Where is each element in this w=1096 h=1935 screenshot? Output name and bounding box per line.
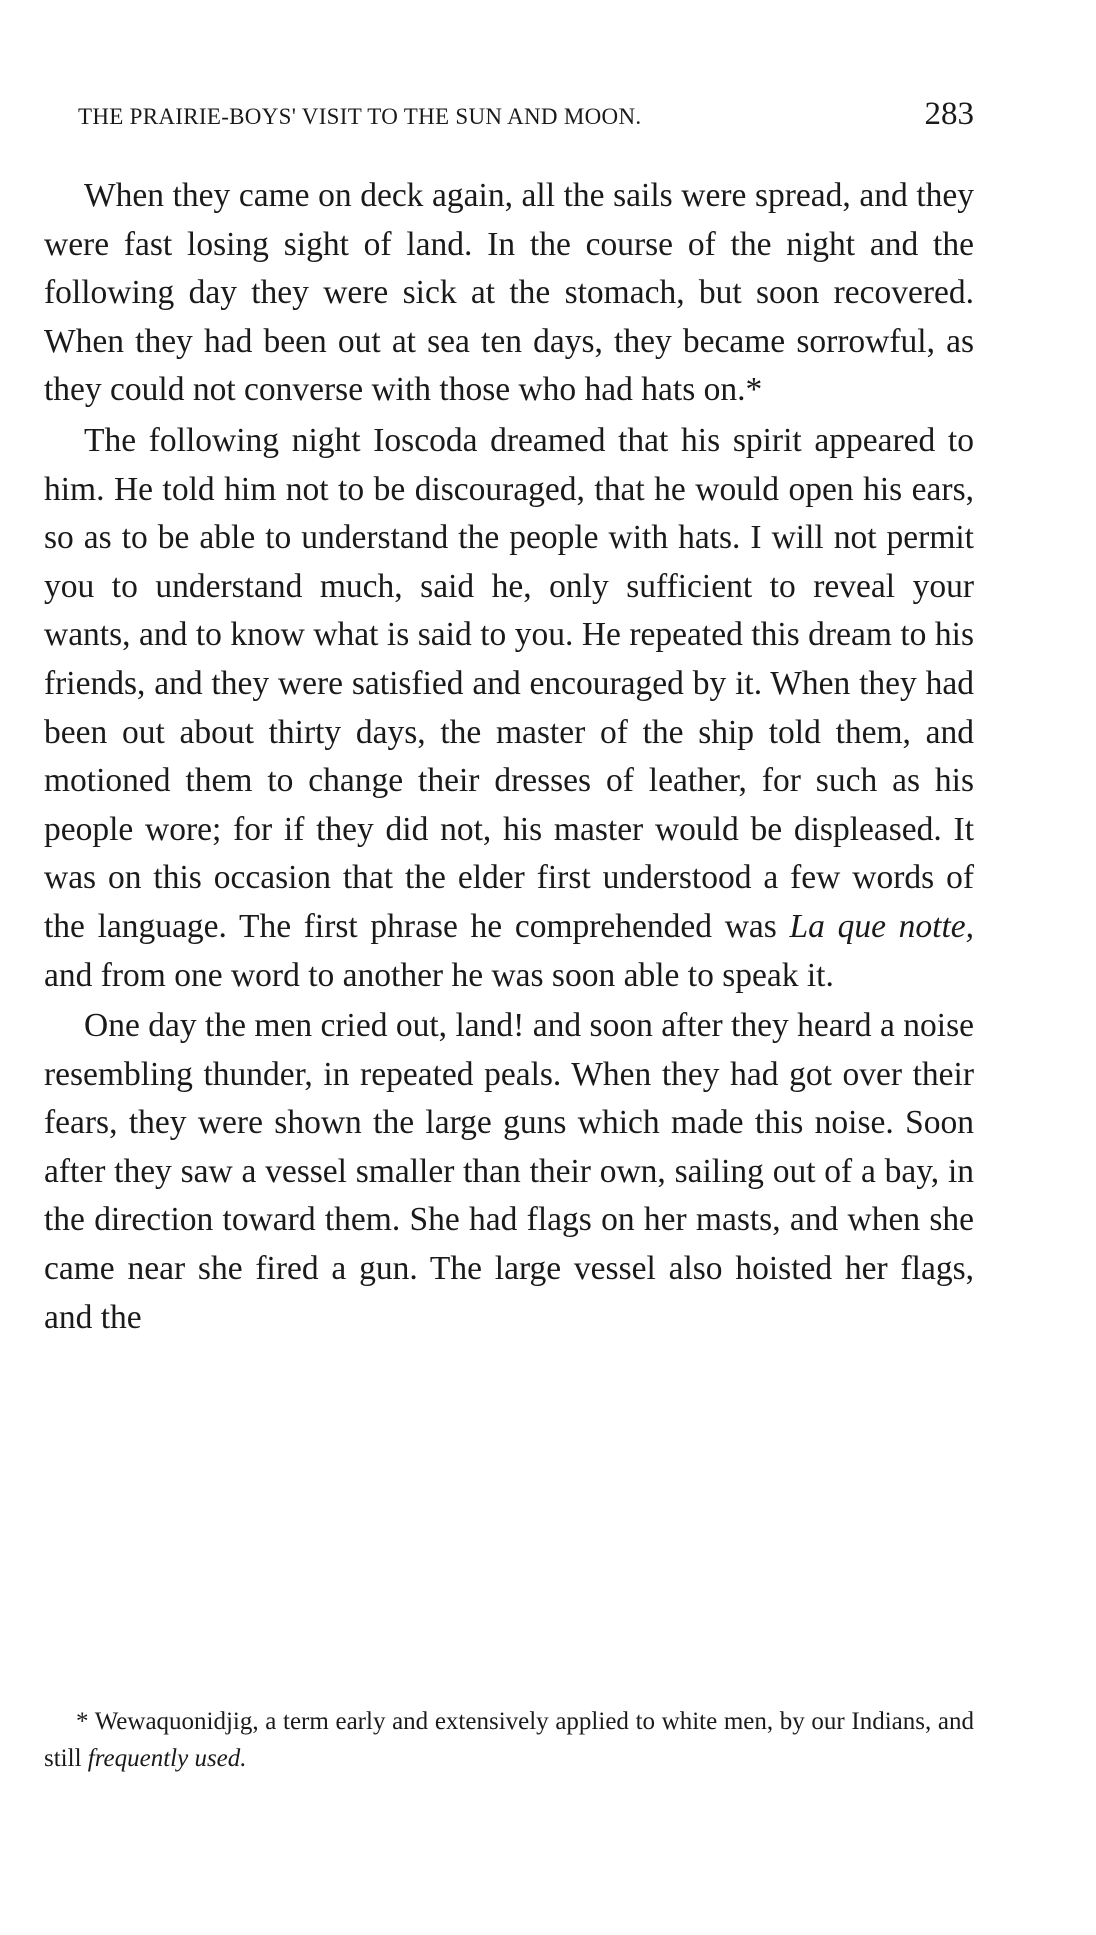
footnote-emphasis: frequently used.: [87, 1745, 247, 1772]
running-title: THE PRAIRIE-BOYS' VISIT TO THE SUN AND MOON.: [78, 104, 642, 129]
paragraph-2: [44, 417, 974, 1000]
paragraph-1: When they came on deck again, all the sails were spread, and they were fast losing sight of land. In the course of the night and the following day they were sick at the stomach, but soon recovered. When they had been out at sea ten days, they became sorrowful, as they could not converse with those who had hats on.*: [44, 177, 974, 409]
footnote-text: * Wewaquonidjig, a term early and extensively applied to white men, by our Indians, and still: [44, 1708, 974, 1772]
running-head: [78, 96, 974, 133]
italic-phrase: La que notte,: [789, 907, 975, 945]
paragraph-2-text: The following night Ioscoda dreamed that his spirit appeared to him. He told him not to be discouraged, that he would open his ears, so as to be able to understand the people with hats. I will not permit you to understand much, said he, only sufficient to reveal your wants, and to know what is said to you. He repeated this dream to his friends, and they were satisfied and encouraged by it. When they had been out about thirty days, the master of the ship told them, and motioned them to change their dresses of leather, for such as his people wore; for if they did not, his master would be displeased. It was on this occasion that the elder first understood a few words of the language. The first phrase he comprehended was: [44, 421, 974, 945]
body-text: [44, 172, 974, 1342]
paragraph-3: One day the men cried out, land! and soon after they heard a noise resembling thunder, in repeated peals. When they had got over their fears, they were shown the large guns which made this noise. Soon after they saw a vessel smaller than their own, sailing out of a bay, in the direction toward them. She had flags on her masts, and when she came near she fired a gun. The large vessel also hoisted her flags, and the: [44, 1007, 974, 1336]
page-number: 283: [924, 96, 974, 132]
footnote: [44, 1703, 974, 1777]
paragraph-2-text-end: and from one word to another he was soon able to speak it.: [44, 956, 834, 994]
